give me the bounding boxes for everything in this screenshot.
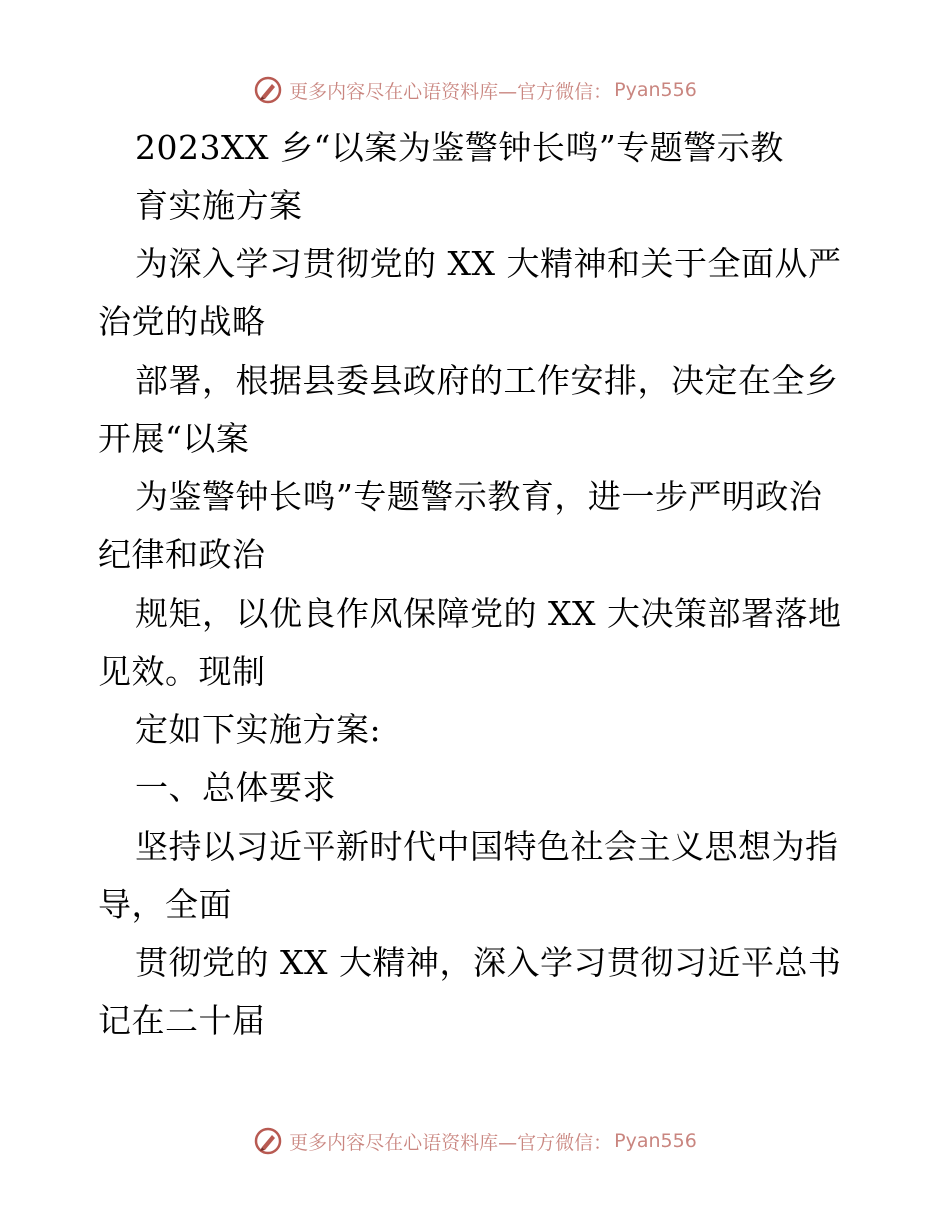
watermark-text: 更多内容尽在心语资料库—官方微信： xyxy=(289,1131,613,1154)
pen-logo-icon xyxy=(253,1126,283,1156)
text-line: 坚持以习近平新时代中国特色社会主义思想为指 xyxy=(135,827,839,866)
text-line: 规矩，以优良作风保障党的 XX 大决策部署落地 xyxy=(135,594,842,633)
text-line: 纪律和政治 xyxy=(98,535,266,574)
text-line: 部署，根据县委县政府的工作安排，决定在全乡 xyxy=(135,361,839,400)
watermark-wechat-id: Pyan556 xyxy=(614,1130,697,1152)
text-line: 一、总体要求 xyxy=(135,768,336,807)
watermark-wechat-id: Pyan556 xyxy=(614,79,697,101)
text-line: 记在二十届 xyxy=(98,1001,266,1040)
text-line: 为鉴警钟长鸣”专题警示教育，进一步严明政治 xyxy=(135,477,823,516)
text-line: 治党的战略 xyxy=(98,302,266,341)
text-line: 见效。现制 xyxy=(98,652,266,691)
text-line: 导，全面 xyxy=(98,885,232,924)
text-line: 育实施方案 xyxy=(135,186,303,225)
header-watermark xyxy=(0,70,950,110)
text-line: 贯彻党的 XX 大精神，深入学习贯彻习近平总书 xyxy=(135,943,842,982)
text-line: 2023XX 乡“以案为鉴警钟长鸣”专题警示教 xyxy=(135,128,784,167)
text-line: 开展“以案 xyxy=(98,419,250,458)
text-line: 为深入学习贯彻党的 XX 大精神和关于全面从严 xyxy=(135,244,842,283)
watermark-text: 更多内容尽在心语资料库—官方微信： xyxy=(289,80,613,103)
text-line: 定如下实施方案: xyxy=(135,710,382,749)
pen-logo-icon xyxy=(253,75,283,105)
footer-watermark xyxy=(0,1121,950,1161)
